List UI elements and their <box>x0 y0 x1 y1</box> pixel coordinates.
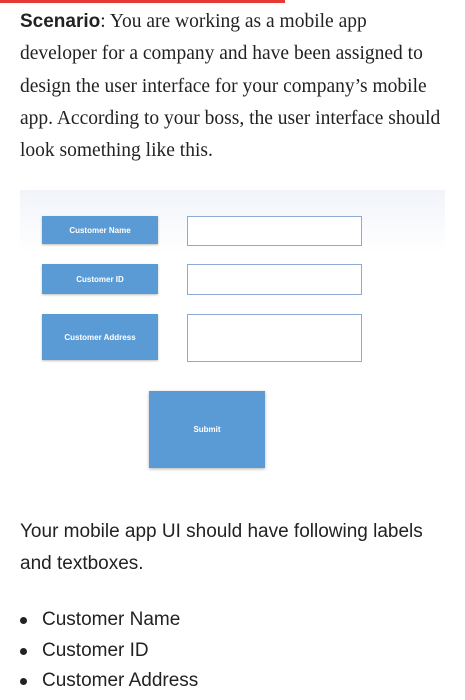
ui-mockup-image <box>20 190 445 475</box>
bullet-icon <box>20 678 27 685</box>
customer-name-label: Customer Name <box>42 216 158 244</box>
scenario-separator: : <box>100 11 106 32</box>
instructions-paragraph: Your mobile app UI should have following labels and textboxes. <box>20 521 423 574</box>
field-list <box>0 605 198 697</box>
list-item-text: Customer ID <box>42 639 149 661</box>
list-item <box>0 605 198 636</box>
bullet-icon <box>20 648 27 655</box>
list-item <box>0 636 198 667</box>
customer-id-label: Customer ID <box>42 264 158 294</box>
scenario-heading: Scenario <box>20 11 101 32</box>
list-item-text: Customer Name <box>42 609 181 630</box>
scenario-paragraph <box>20 6 445 167</box>
customer-name-textbox[interactable] <box>187 216 362 246</box>
bullet-icon <box>20 617 27 624</box>
customer-id-textbox[interactable] <box>187 264 362 295</box>
customer-address-label: Customer Address <box>42 314 158 360</box>
submit-button[interactable]: Submit <box>149 391 265 468</box>
scenario-text: You are working as a mobile app developer for a company and have been assigned to design the user interface for your company’s mobile app. According to your boss, the user interface should look something like this. <box>20 11 441 162</box>
customer-address-textbox[interactable] <box>187 314 362 362</box>
top-accent-bar <box>0 0 285 3</box>
list-item-text: Customer Address <box>42 670 199 691</box>
list-item <box>0 666 198 697</box>
